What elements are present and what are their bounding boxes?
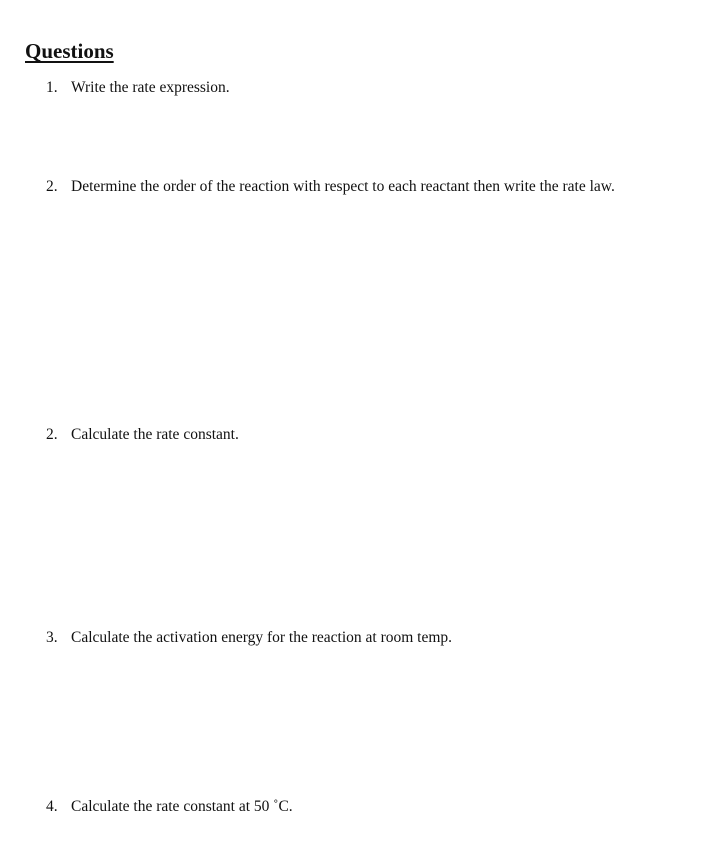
question-number: 1. — [46, 79, 58, 96]
question-text: Write the rate expression. — [71, 79, 230, 96]
question-number: 2. — [46, 426, 58, 443]
question-item — [46, 797, 293, 817]
question-item — [46, 425, 239, 445]
question-text: Calculate the activation energy for the reaction at room temp. — [71, 629, 453, 646]
question-number: 2. — [46, 178, 58, 195]
question-number: 3. — [46, 629, 58, 646]
question-text: Determine the order of the reaction with respect to each reactant then write the rate law. — [71, 178, 615, 195]
question-text: Calculate the rate constant at 50 ˚C. — [71, 798, 293, 815]
question-text: Calculate the rate constant. — [71, 426, 239, 443]
question-item — [46, 177, 615, 197]
questions-heading: Questions — [25, 39, 114, 63]
question-number: 4. — [46, 798, 58, 815]
question-item — [46, 78, 230, 98]
question-item — [46, 628, 452, 648]
